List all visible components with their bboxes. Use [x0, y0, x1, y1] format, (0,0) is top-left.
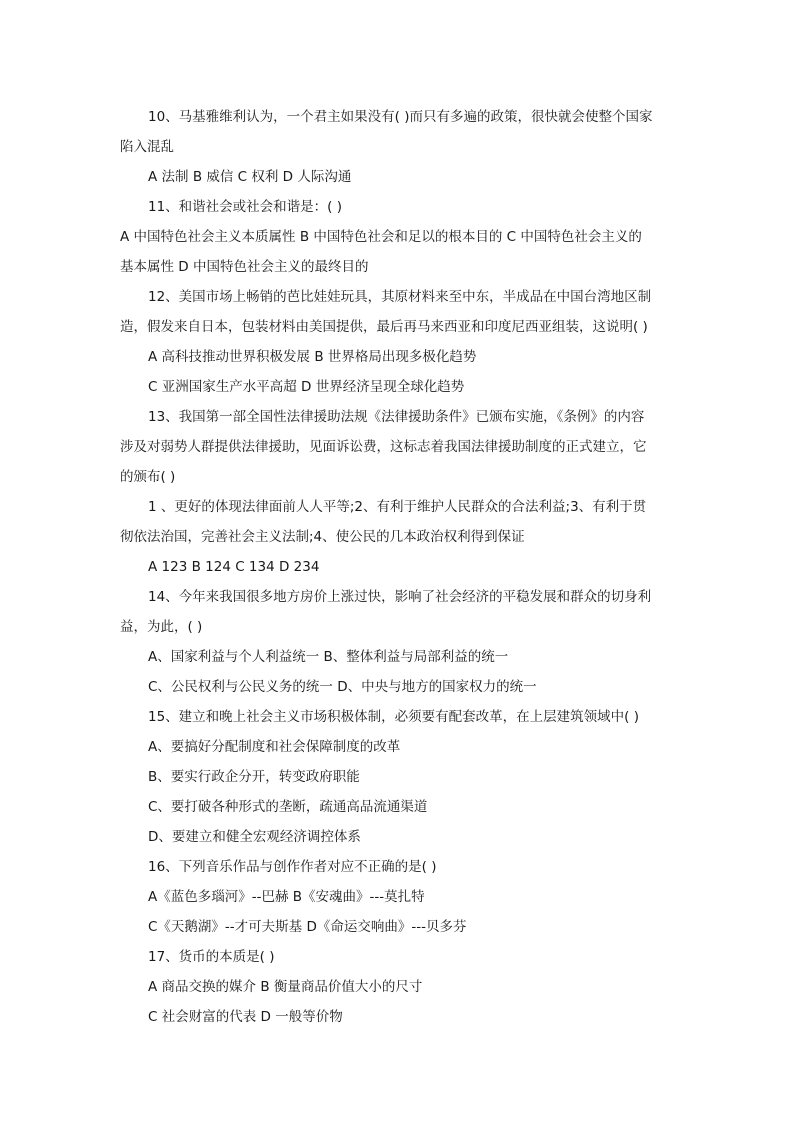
text-line: 涉及对弱势人群提供法律援助，见面诉讼费，这标志着我国法律援助制度的正式建立，它: [120, 439, 647, 455]
text-line: 1 、更好的体现法律面前人人平等;2、有利于维护人民群众的合法利益;3、有利于贯: [148, 499, 647, 515]
text-line: A、要搞好分配制度和社会保障制度的改革: [148, 739, 401, 755]
text-line: 基本属性 D 中国特色社会主义的最终目的: [120, 259, 369, 275]
text-line: A 123 B 124 C 134 D 234: [148, 559, 320, 575]
text-line: 14、今年来我国很多地方房价上涨过快，影响了社会经济的平稳发展和群众的切身利: [148, 589, 652, 605]
text-line: 益，为此，( ): [120, 619, 203, 635]
text-line: 彻依法治国，完善社会主义法制;4、使公民的几本政治权利得到保证: [120, 529, 525, 545]
text-line: 17、货币的本质是( ): [148, 949, 275, 965]
text-line: 的颁布( ): [120, 469, 176, 485]
text-line: A 商品交换的媒介 B 衡量商品价值大小的尺寸: [148, 979, 423, 995]
text-line: 12、美国市场上畅销的芭比娃娃玩具，其原材料来至中东，半成品在中国台湾地区制: [148, 289, 652, 305]
text-line: A、国家利益与个人利益统一 B、整体利益与局部利益的统一: [148, 649, 509, 665]
text-line: C《天鹅湖》--才可夫斯基 D《命运交响曲》---贝多芬: [148, 919, 467, 935]
text-line: 15、建立和晚上社会主义市场积极体制，必须要有配套改革，在上层建筑领域中( ): [148, 709, 640, 725]
text-line: 11、和谐社会或社会和谐是：( ): [148, 199, 343, 215]
text-line: D、要建立和健全宏观经济调控体系: [148, 829, 361, 845]
text-line: 造，假发来自日本，包装材料由美国提供，最后再马来西亚和印度尼西亚组装，这说明( ): [120, 319, 648, 335]
text-line: A 中国特色社会主义本质属性 B 中国特色社会和足以的根本目的 C 中国特色社会主义的: [120, 229, 642, 245]
text-line: A《蓝色多瑙河》--巴赫 B《安魂曲》---莫扎特: [148, 889, 425, 905]
text-line: C、要打破各种形式的垄断，疏通高品流通渠道: [148, 799, 428, 815]
text-line: 10、马基雅维利认为，一个君主如果没有( )而只有多遍的政策，很快就会使整个国家: [148, 109, 653, 125]
text-line: C 亚洲国家生产水平高超 D 世界经济呈现全球化趋势: [148, 379, 465, 395]
text-line: C、公民权利与公民义务的统一 D、中央与地方的国家权力的统一: [148, 679, 537, 695]
text-line: A 高科技推动世界积极发展 B 世界格局出现多极化趋势: [148, 349, 477, 365]
text-line: 13、我国第一部全国性法律援助法规《法律援助条件》已颁布实施，《条例》的内容: [148, 409, 645, 425]
text-line: 16、下列音乐作品与创作作者对应不正确的是( ): [148, 859, 437, 875]
text-line: A 法制 B 威信 C 权利 D 人际沟通: [148, 169, 352, 185]
text-line: 陷入混乱: [120, 139, 174, 155]
text-line: B、要实行政企分开，转变政府职能: [148, 769, 360, 785]
text-line: C 社会财富的代表 D 一般等价物: [148, 1009, 343, 1025]
